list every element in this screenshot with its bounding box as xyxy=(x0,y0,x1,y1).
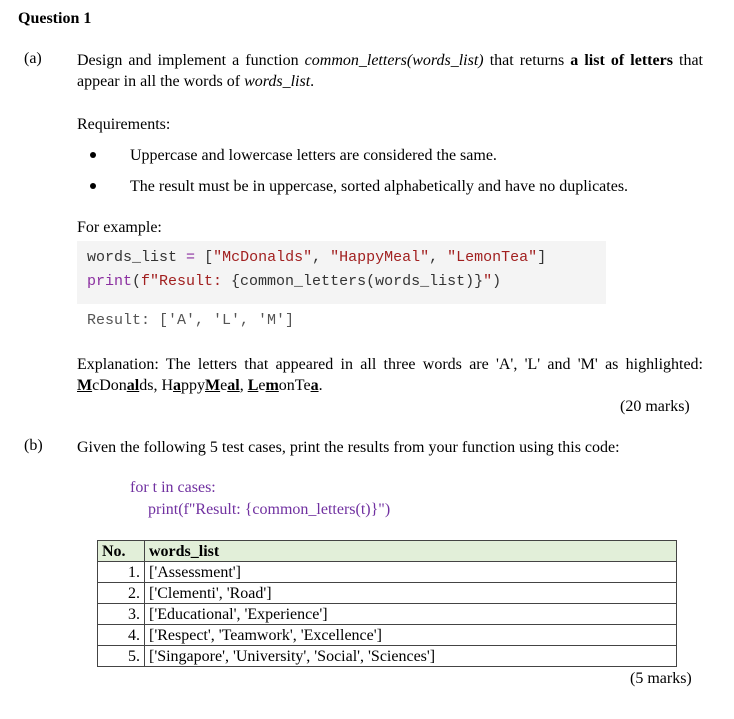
highlighted-word xyxy=(161,377,239,394)
row-words-list: ['Clementi', 'Road'] xyxy=(145,583,677,604)
highlighted-words xyxy=(77,377,323,394)
word-separator: , xyxy=(239,377,248,394)
code-var: words_list xyxy=(87,249,187,266)
code-comma-1: , xyxy=(312,249,331,266)
table-row xyxy=(98,562,677,583)
highlighted-letters: al xyxy=(227,377,240,394)
code-comma-2: , xyxy=(429,249,448,266)
highlighted-letters: a xyxy=(173,377,182,394)
table-row xyxy=(98,583,677,604)
plain-letters: e xyxy=(258,377,266,394)
code-string-3: "LemonTea" xyxy=(447,249,538,266)
intro-text-4: . xyxy=(310,73,315,90)
table-row xyxy=(98,646,677,667)
highlighted-letters: al xyxy=(126,377,140,394)
code-paren-open: ( xyxy=(132,273,142,290)
row-number: 4. xyxy=(98,625,145,646)
code-space xyxy=(195,249,204,266)
intro-text-1: Design and implement a function xyxy=(77,52,305,69)
word-separator: , xyxy=(153,377,162,394)
plain-letters: H xyxy=(161,377,174,394)
highlighted-letters: m xyxy=(265,377,279,394)
part-b-code-line-1: for t in cases: xyxy=(130,479,216,496)
code-fstring-suffix: " xyxy=(483,273,493,290)
intro-bold: a list of letters xyxy=(570,52,673,69)
code-string-2: "HappyMeal" xyxy=(330,249,430,266)
requirements-label: Requirements: xyxy=(77,116,171,133)
test-cases-table xyxy=(97,540,677,667)
header-words-list: words_list xyxy=(145,541,677,562)
code-fstring-prefix: f"Result: xyxy=(141,273,232,290)
bullet-dot-icon xyxy=(90,152,96,158)
code-fstring-expr: {common_letters(words_list)} xyxy=(231,273,484,290)
question-title: Question 1 xyxy=(18,10,92,27)
header-no: No. xyxy=(98,541,145,562)
plain-letters: ppy xyxy=(181,377,206,394)
row-number: 1. xyxy=(98,562,145,583)
plain-letters: onTe xyxy=(278,377,311,394)
code-print: print xyxy=(87,273,133,290)
row-words-list: ['Assessment'] xyxy=(145,562,677,583)
highlighted-word xyxy=(248,377,319,394)
example-label: For example: xyxy=(77,219,162,236)
row-number: 2. xyxy=(98,583,145,604)
requirement-item-1: Uppercase and lowercase letters are considered the same. xyxy=(130,147,497,164)
part-b-label: (b) xyxy=(24,437,43,454)
highlighted-letters: M xyxy=(77,377,93,394)
intro-text-3: that appear in all the words of xyxy=(77,52,703,90)
part-b-intro: Given the following 5 test cases, print the results from your function using this code: xyxy=(77,439,620,456)
requirement-item-2: The result must be in uppercase, sorted alphabetically and have no duplicates. xyxy=(130,178,629,195)
code-eq: = xyxy=(186,249,196,266)
part-b-marks: (5 marks) xyxy=(630,670,692,687)
highlighted-letters: M xyxy=(205,377,221,394)
highlighted-letters: a xyxy=(310,377,319,394)
explanation xyxy=(77,354,703,396)
plain-letters: ds xyxy=(139,377,154,394)
plain-letters: e xyxy=(220,377,228,394)
code-line-1 xyxy=(87,249,546,266)
explanation-text: Explanation: The letters that appeared in all three words are 'A', 'L' and 'M' as highlighted: xyxy=(77,356,703,373)
table-row xyxy=(98,625,677,646)
code-paren-close: ) xyxy=(492,273,502,290)
code-string-1: "McDonalds" xyxy=(213,249,313,266)
code-output: Result: ['A', 'L', 'M'] xyxy=(87,312,295,329)
row-words-list: ['Singapore', 'University', 'Social', 'Sciences'] xyxy=(145,646,677,667)
intro-text-2: that returns xyxy=(483,52,571,69)
highlighted-word xyxy=(77,377,153,394)
row-number: 3. xyxy=(98,604,145,625)
highlighted-letters: L xyxy=(247,377,259,394)
row-words-list: ['Educational', 'Experience'] xyxy=(145,604,677,625)
code-line-2 xyxy=(87,273,501,290)
row-number: 5. xyxy=(98,646,145,667)
row-words-list: ['Respect', 'Teamwork', 'Excellence'] xyxy=(145,625,677,646)
function-name: common_letters(words_list) xyxy=(304,52,484,69)
code-bracket-close: ] xyxy=(537,249,547,266)
table-header-row xyxy=(98,541,677,562)
part-b-code-line-2: print(f"Result: {common_letters(t)}") xyxy=(148,501,391,518)
word-separator: . xyxy=(318,377,323,394)
plain-letters: cDon xyxy=(92,377,127,394)
code-bracket-open: [ xyxy=(204,249,214,266)
bullet-dot-icon xyxy=(90,183,96,189)
part-a-marks: (20 marks) xyxy=(620,398,690,415)
table-row xyxy=(98,604,677,625)
param-name: words_list xyxy=(244,73,311,90)
part-a-label: (a) xyxy=(24,50,42,67)
part-a-intro xyxy=(77,50,703,92)
